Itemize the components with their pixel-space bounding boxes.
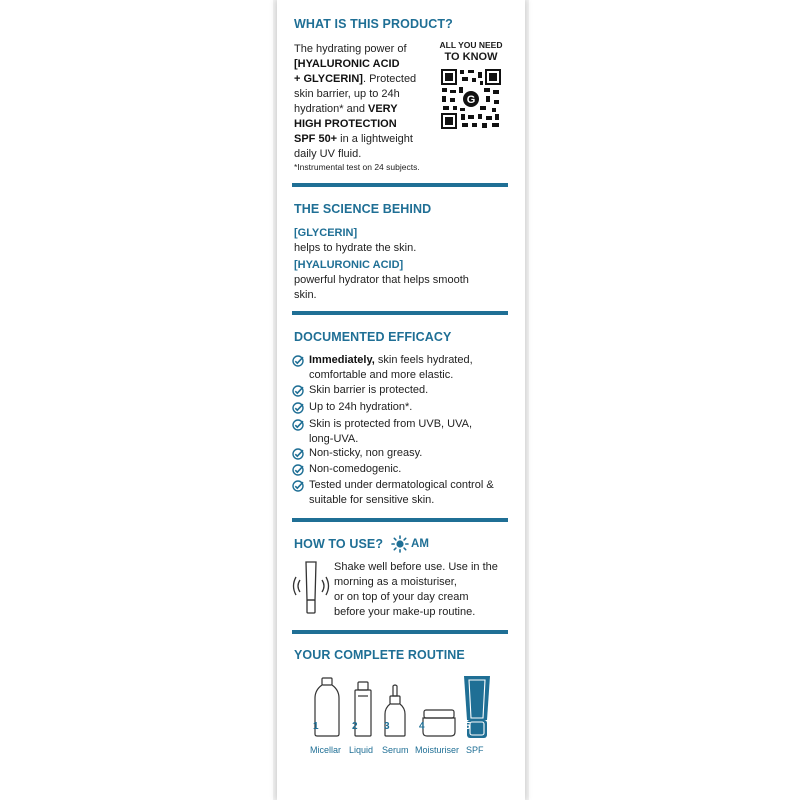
check-icon — [292, 419, 304, 431]
check-icon — [292, 402, 304, 414]
divider-1 — [292, 183, 508, 187]
ingredient-hyaluronic-name: [HYALURONIC ACID] — [294, 259, 404, 271]
svg-text:G: G — [466, 94, 476, 106]
routine-label-moisturiser: Moisturiser — [415, 745, 460, 755]
am-label: AM — [411, 538, 430, 550]
divider-3 — [292, 518, 508, 522]
ingredient-glycerin-name: [GLYCERIN] — [294, 227, 358, 239]
routine-label-serum: Serum — [382, 745, 409, 755]
check-icon — [292, 448, 304, 460]
routine-label-liquid: Liquid — [349, 745, 374, 755]
science-heading: THE SCIENCE BEHIND — [294, 202, 432, 216]
check-icon — [292, 480, 304, 492]
footnote: *Instrumental test on 24 subjects. — [294, 162, 420, 172]
efficacy-item-3: Up to 24h hydration*. — [309, 401, 413, 413]
routine-step-number: 4 — [419, 721, 425, 732]
panel-edge-right — [525, 0, 529, 800]
ingredient-glycerin-desc: helps to hydrate the skin. — [294, 242, 417, 254]
qr-title-2: TO KNOW — [444, 51, 498, 63]
divider-4 — [292, 630, 508, 634]
routine-label-spf: SPF — [466, 745, 484, 755]
efficacy-item-4: Skin is protected from UVB, UVA, long-UVA. — [309, 418, 473, 445]
howto-heading: HOW TO USE? — [294, 537, 384, 551]
efficacy-item-7: Tested under dermatological control & suitable for sensitive skin. — [309, 479, 494, 506]
check-icon — [292, 464, 304, 476]
routine-heading: YOUR COMPLETE ROUTINE — [294, 648, 465, 662]
science-ingredients: [GLYCERIN] helps to hydrate the skin. [HYALURONIC ACID] powerful hydrator that helps smooth skin. — [294, 226, 514, 303]
efficacy-item-5: Non-sticky, non greasy. — [309, 447, 423, 459]
routine-step-number: 3 — [384, 721, 390, 732]
efficacy-heading: DOCUMENTED EFFICACY — [294, 330, 452, 344]
routine-step-number: 1 — [313, 721, 319, 732]
efficacy-item-6: Non-comedogenic. — [309, 463, 402, 475]
what-description: The hydrating power of [HYALURONIC ACID + GLYCERIN]. Protected skin barrier, up to 24h hydration* and VERY HIGH PROTECTION SPF 50+ in a lightweight daily UV fluid. — [294, 43, 417, 160]
shaking-tube-icon — [290, 560, 332, 616]
routine-label-micellar: Micellar — [310, 745, 342, 755]
spf-tube-icon — [458, 674, 496, 740]
check-icon — [292, 385, 304, 397]
check-icon — [292, 355, 304, 367]
what-heading: WHAT IS THIS PRODUCT? — [294, 17, 453, 31]
efficacy-item-2: Skin barrier is protected. — [309, 384, 429, 396]
divider-2 — [292, 311, 508, 315]
efficacy-item-1: Immediately, skin feels hydrated, comfortable and more elastic. — [309, 354, 473, 381]
howto-instructions: Shake well before use. Use in the morning as a moisturiser, or on top of your day cream before your make-up routine. — [334, 561, 498, 618]
routine-step-number: 2 — [352, 721, 358, 732]
moisturiser-jar-icon — [420, 708, 458, 738]
sun-icon — [391, 535, 409, 553]
routine-step-number: 5 — [465, 721, 471, 732]
qr-code-icon[interactable] — [440, 68, 502, 130]
qr-title-1: ALL YOU NEED — [439, 40, 503, 50]
